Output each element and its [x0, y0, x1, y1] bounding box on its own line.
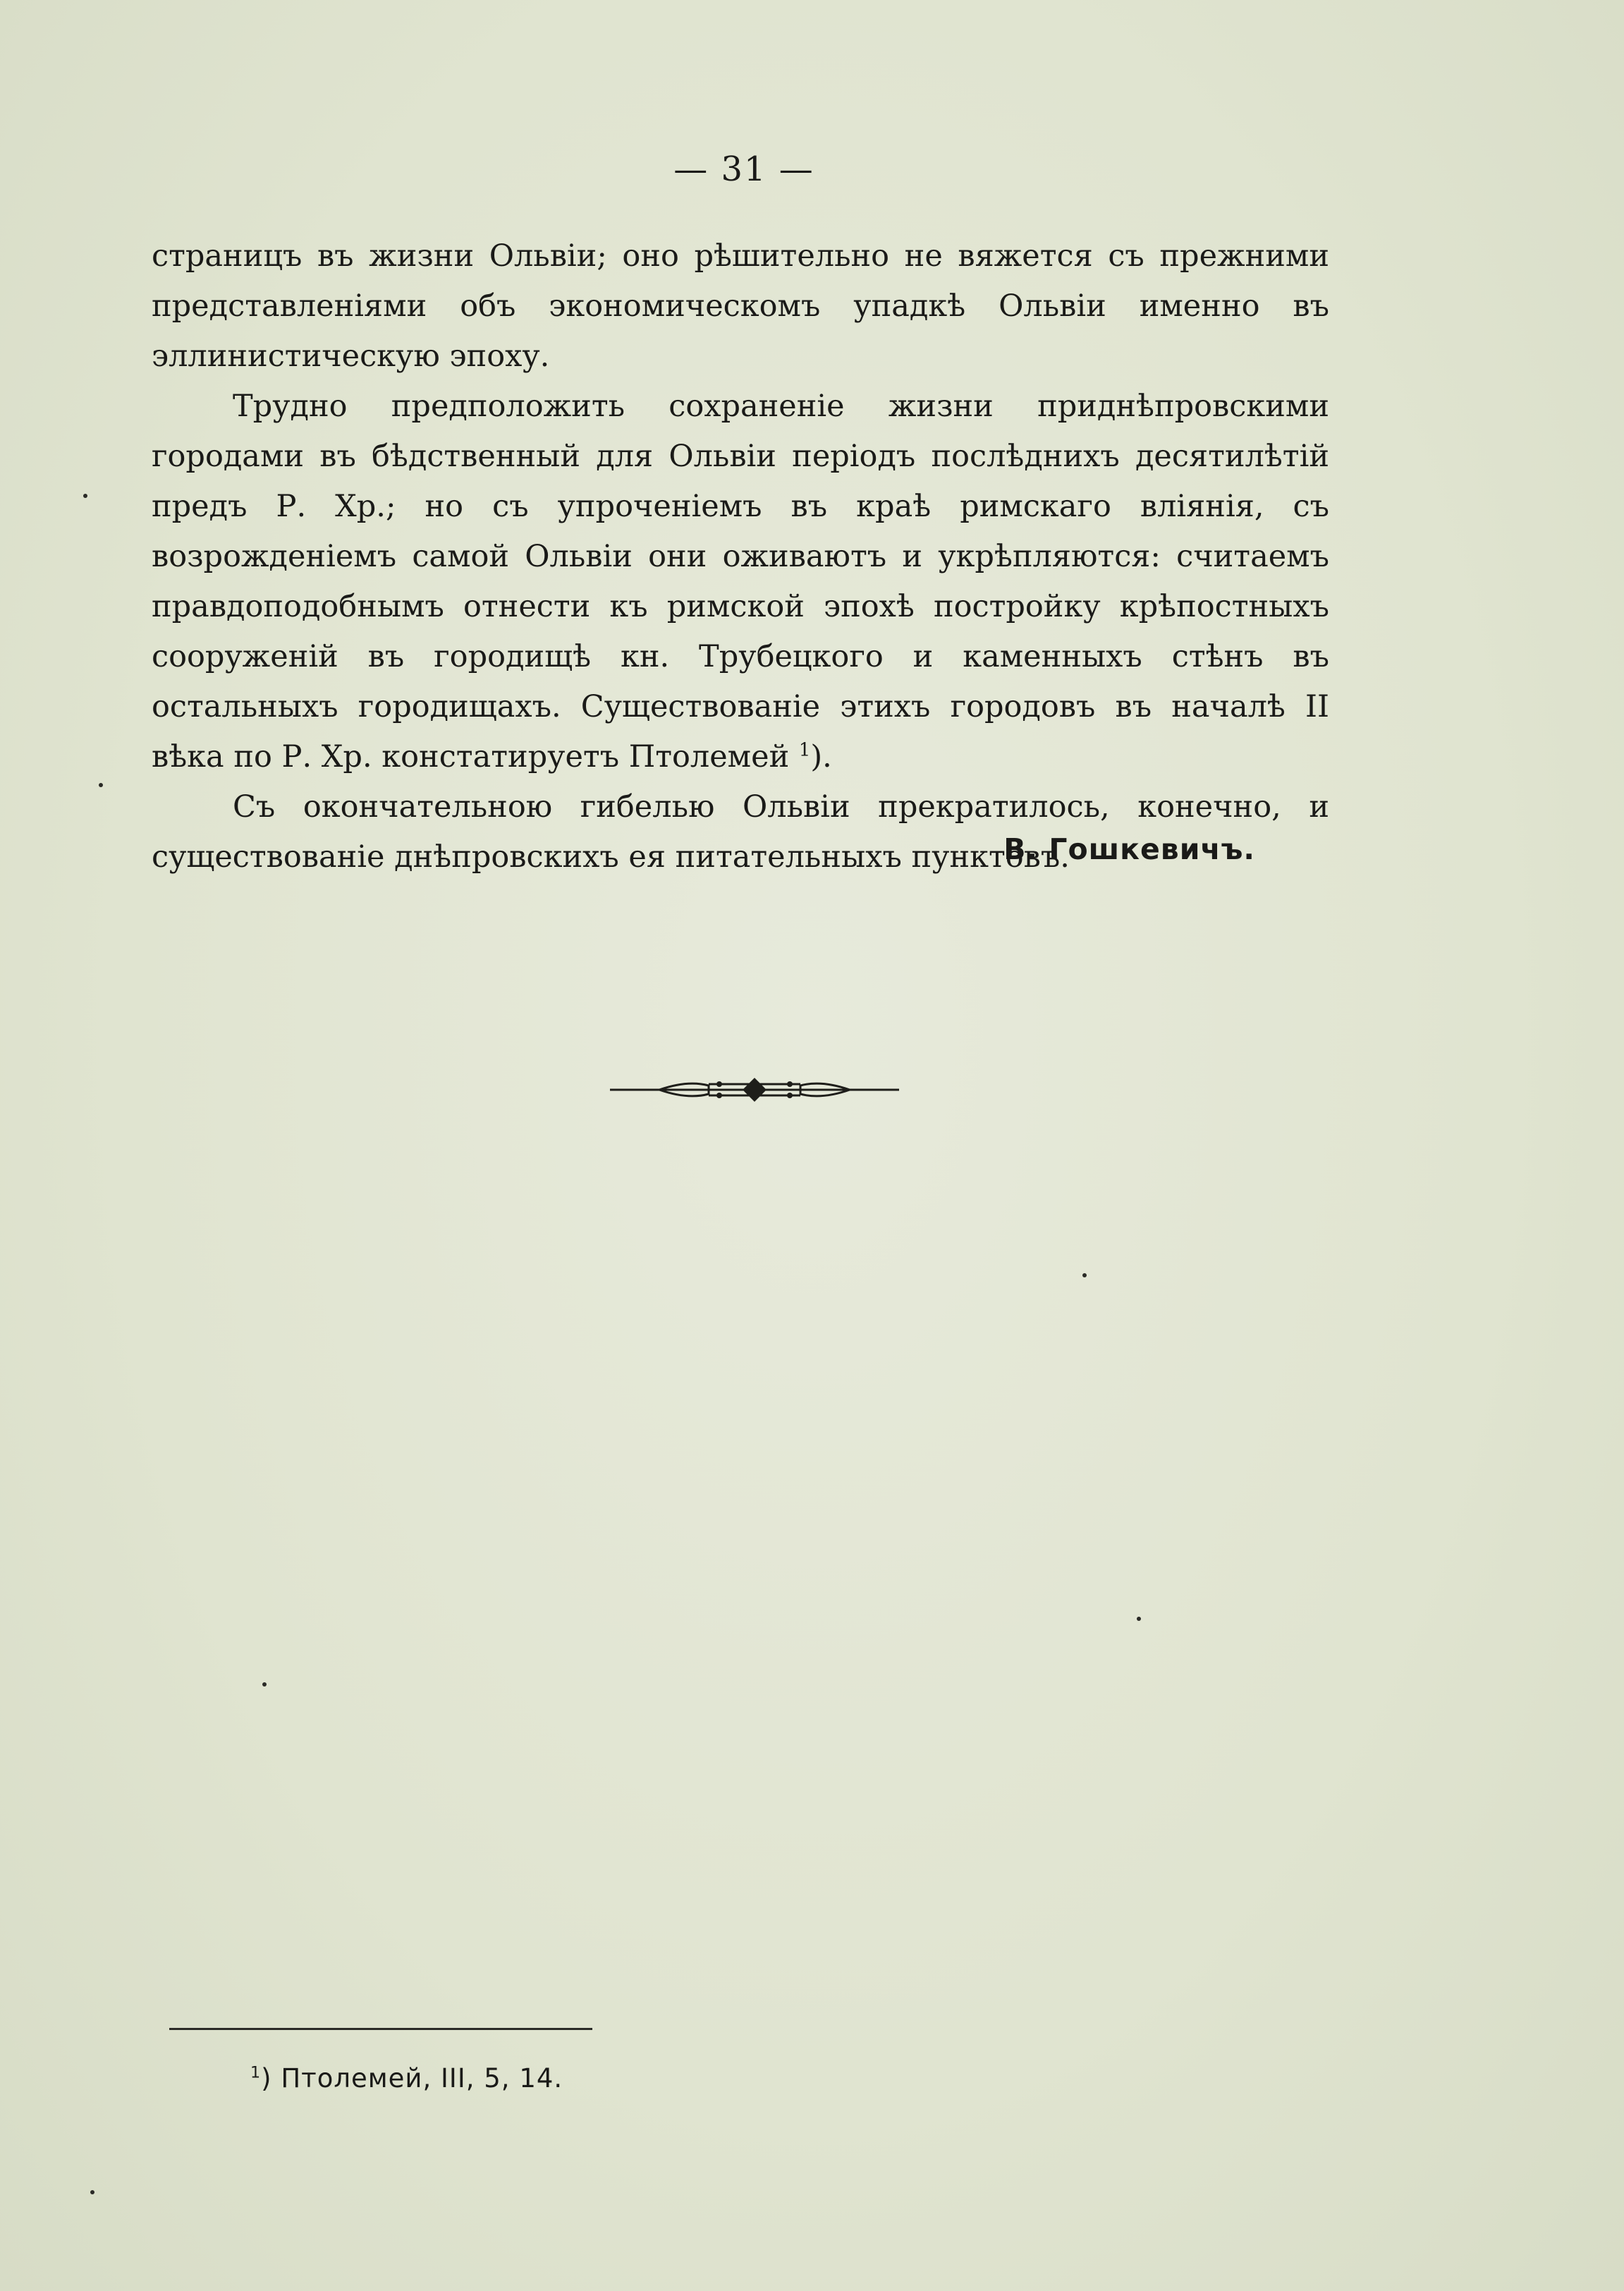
print-speck	[1082, 1273, 1087, 1277]
print-speck	[262, 1682, 267, 1687]
footnote-text: ) Птолемей, III, 5, 14.	[261, 2063, 563, 2094]
body-text	[152, 231, 1329, 882]
decorative-divider-icon	[610, 1076, 899, 1104]
paragraph-1: страницъ въ жизни Ольвiи; оно рѣшительно не вяжется съ прежними представленiями объ экономическомъ упадкѣ Ольвiи именно въ эллинистическую эпоху.	[152, 238, 1329, 374]
paragraph-2-end: ).	[810, 739, 832, 774]
paragraph-3: Съ окончательною гибелью Ольвiи прекратилось, конечно, и существованiе днѣпровскихъ ея питательныхъ пунктовъ.	[152, 789, 1329, 875]
paragraph-2-text: Трудно предположить сохраненiе жизни приднѣпровскими городами въ бѣдственный для Ольвiи перiодъ послѣднихъ десятилѣтiй предъ Р. Хр.; но съ упроченiемъ въ краѣ римскаго влiянiя, съ возрожденiемъ самой Ольвiи они оживаютъ и укрѣпляются: считаемъ правдоподобнымъ отнести къ римской эпохѣ постройку крѣпостныхъ сооруженiй въ городищѣ кн. Трубецкого и каменныхъ стѣнъ въ остальныхъ городищахъ. Существованiе этихъ городовъ въ началѣ II вѣка по Р. Хр. констатируетъ Птолемей	[152, 389, 1329, 774]
print-speck	[1137, 1617, 1141, 1621]
page-number: — 31 —	[673, 150, 814, 189]
footnote	[250, 2063, 563, 2094]
print-speck	[83, 494, 87, 498]
print-speck	[99, 783, 103, 787]
footnote-reference: 1	[798, 739, 811, 761]
footnote-divider	[169, 2028, 592, 2030]
paragraph-2	[152, 382, 1329, 782]
author-signature: В. Гошкевичъ.	[1003, 832, 1255, 866]
footnote-number: 1	[250, 2063, 262, 2082]
print-speck	[90, 2190, 94, 2194]
